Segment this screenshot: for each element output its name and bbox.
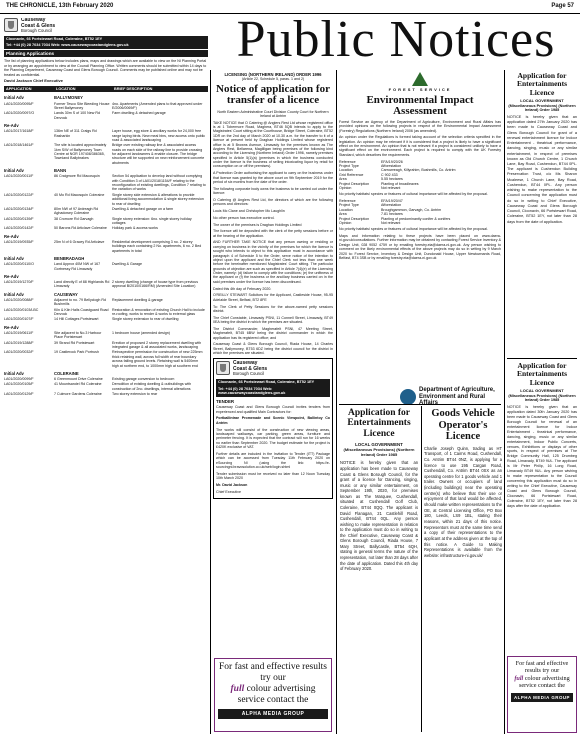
advert-line1: For fast and effective results try our xyxy=(219,662,327,683)
group-area xyxy=(54,234,208,239)
paragraph: The owner of the premises is Draghan Holdings Limited xyxy=(213,222,302,227)
detail-key: Opinion xyxy=(339,220,352,225)
group-area: BALLYMONEY xyxy=(54,95,83,101)
application-desc: Single storey extension to rear of dwelling xyxy=(112,317,179,322)
table-row xyxy=(4,174,208,192)
application-loc: 86 Craigmore Rd Macosquin xyxy=(54,174,100,179)
paragraph: A Protection Order authorising the applicant to carry on the business under that licence was granted by the above court on 9th September 2019 for the period of six months from the date of the order. xyxy=(213,171,333,184)
eia-project-2 xyxy=(339,199,501,225)
application-loc: 19 Castlerock Park Portrush xyxy=(54,350,99,355)
table-row xyxy=(4,129,208,142)
detail-value: Planting of broadleaves xyxy=(381,181,419,186)
licensing-sub: (Article 22, Schedule 5, paras. 1 and 2) xyxy=(241,77,305,82)
application-loc: 6 Greenmount Drive Coleraine xyxy=(54,377,103,382)
group-type: Initial Adv xyxy=(4,168,24,174)
detail-value: 5.55 hectares xyxy=(381,177,403,182)
page-number: Page 57 xyxy=(551,3,574,9)
application-desc: 4no. Apartments (Amended plans to that approved under E/2006/0069/F) xyxy=(112,101,203,110)
application-group xyxy=(4,234,208,253)
group-title xyxy=(4,325,208,330)
eia-intro: Forest Service an Agency of the Department of Agriculture, Environment and Rural Affairs has provided opinions on the following projects in respect of the Environmental Impact Assessment (Forestry) Regulations (Northern Ireland) 2006 (as amended). xyxy=(339,119,501,133)
tender-body xyxy=(216,428,330,481)
detail-value: Not relevant xyxy=(381,220,401,225)
application-ref: LA01/2018/1461/F xyxy=(4,143,34,148)
eia-para3: Maps and information relating to these projects have been placed on www.daera-ni.gov.uk/consultations. Further information may be obtained by contacting Forest Service Inventory & Design Unit, 028 9052 4759 or by emailing forestry.eia@daera-ni.gov.uk. Any person wishing to comment on the likely environmental effects of the above projects may do so in writing by 9 March 2020 to: Forest Service, Inventory & Design Unit, Dundonald House, Upper Newtownards Road, Belfast, BT4 3SB or by emailing forestry.eia@daera-ni.gov.uk xyxy=(339,234,501,260)
application-group xyxy=(4,95,208,120)
advert-bottom-middle xyxy=(214,658,332,732)
council-crest-icon xyxy=(4,18,18,32)
group-area xyxy=(54,325,208,330)
application-ref: LA01/2019/1270/F xyxy=(4,280,34,285)
planning-signer: David Jackson Chief Executive xyxy=(4,77,63,83)
table-row xyxy=(4,317,208,321)
group-title xyxy=(4,256,208,261)
ent-r1-lg1: LOCAL GOVERNMENT xyxy=(520,97,564,103)
group-area: BENBRADAGH xyxy=(54,256,85,262)
eia-project-1-note: No priority habitats/ species or features of cultural importance will be affected by the proposal. xyxy=(339,192,488,197)
group-title xyxy=(4,274,208,279)
application-group xyxy=(4,274,208,289)
paragraph: No other person has executive control. xyxy=(213,215,275,220)
table-row xyxy=(4,341,208,350)
table-row xyxy=(4,262,208,271)
group-type: Initial Adv xyxy=(4,291,24,297)
table-row xyxy=(4,193,208,206)
ent-r1-title: Application for Entertainments Licence xyxy=(517,72,567,97)
detail-value: C 902 433 xyxy=(381,172,398,177)
application-group xyxy=(4,168,208,231)
paragraph: The works will consist of the construction of new viewing areas, landscaped walkways, car parking, green areas, furniture and perimeter fencing. It is expected that the contract will run for 16 weeks no earlier than September 2020. The budget estimate for the project is £420K exclusive of VAT. xyxy=(216,427,330,450)
ent-mid-lg2: (Miscellaneous Provisions) (Northern Ireland) Order 1985 xyxy=(343,446,415,457)
table-row xyxy=(4,240,208,253)
licensing-title: Notice of application for transfer of a licence xyxy=(216,82,330,107)
council-crest-icon xyxy=(216,361,230,375)
eia-project-1 xyxy=(339,160,501,191)
tender-signer: Mr. David Jackson xyxy=(216,482,248,487)
group-title xyxy=(4,234,208,239)
paragraph: The Chief Constable, Limavady PSNI, 11 Connell Street, Limavady, BT49 0EA being the district in which the premises are situated. xyxy=(213,315,333,325)
application-ref: LA01/2020/0095/F xyxy=(4,101,34,106)
application-desc: Holiday park & access works xyxy=(112,226,158,231)
group-area: COLERAINE xyxy=(54,370,79,376)
ent-r2-title: Application for Entertainments Licence xyxy=(517,362,567,387)
tender-project: Portballintrae Promenade and Scenic Viewpoint, Ballintoy Co Antrim xyxy=(216,416,330,425)
goods-body: Charlie Joseph Quinn, trading as HT Transport, of 1 Cairns Road, Cushendall, Co. Antrim BT44 0NZ, is applying for a licence to use 195 Cargan Road, Cushendall, Co. Antrim BT44 0SX as an operating centre for 1 goods vehicle and 1 trailer. Owners or occupiers of land (including buildings) near the operating centre(s) who believe that their use or enjoyment of that land would be affected, should make written representations to the OE, at Central Licensing Office, PO Box 180, Leeds, LS9 1BL, stating their reasons, within 21 days of this notice. Representors must at the same time send a copy of their representations to the applicant at the address given at the top of this notice. A Guide to Making Representations is available from the website: infrastructure-ni.gov.uk/ xyxy=(424,445,502,558)
application-ref: LA01/2020/0134/F xyxy=(4,206,34,211)
group-area: CAUSEWAY xyxy=(54,291,78,297)
detail-value: Afforestation xyxy=(381,164,402,168)
licensing-head: LICENSING (NORTHERN IRELAND) ORDER 1996 xyxy=(224,72,322,77)
application-loc: 14 Hill Cottages Portstewart xyxy=(54,317,99,322)
eia-title: Environmental Impact Assessment xyxy=(366,93,474,118)
application-group xyxy=(4,292,208,322)
application-desc: Dwelling & Garage xyxy=(112,262,142,267)
detail-key: Opinion xyxy=(339,185,352,190)
application-loc: Site adjacent to No.3 Harbour Place Portstewart xyxy=(54,330,102,340)
paragraph: Tender submission must be received no later than 12 Noon Tuesday 10th March 2020 xyxy=(216,471,330,481)
application-loc: 40 Mo Rd Macosquin Coleraine xyxy=(54,192,105,197)
paragraph: AND FURTHER TAKE NOTICE that any person owning or residing or carrying on business in the vicinity of the premises for which the licence is sought who intends to object to this application must in accordance with paragraph 4 of Schedule 5 to the Order, serve notice of the intention to object upon the applicant and the Chief Clerk not less than one week before the hereinafter mentioned Magistrates' Court sitting. The particular grounds of objection are such as specified in Article 7(4)(e) of the Licensing Order, namely: (d) failure to comply with the conditions; (e) the unfitness of the applicant or (f) the business or the ancillary business carried on in the said premises under the licence has been discontinued. xyxy=(213,240,333,284)
table-row xyxy=(4,350,208,368)
tender-notice xyxy=(213,358,333,499)
paper-date: THE CHRONICLE, 13th February 2020 xyxy=(6,3,114,9)
detail-value: Carrowreagh, Killyrahim, Bushmills, Co. Antrim xyxy=(381,168,456,173)
group-type: Initial Adv xyxy=(4,370,24,376)
application-ref: LA01/2020/0032/F xyxy=(4,350,34,355)
application-desc: Dwelling & detached garage on a farm xyxy=(112,206,174,211)
group-area xyxy=(54,123,208,128)
application-ref: LA01/2019/0611/F xyxy=(4,330,34,335)
application-desc: 2 storey dwelling (change of house type from previous approval B/2010/0166/RM) (Amended Site Location) xyxy=(112,280,199,289)
eia-para2: An opinion under the Regulations is formed taking account of the selection criteria specified in the legislation. An opinion may be relevant if it is considered that a project is likely to have a significant effect on the environment. An opinion that is not relevant if a project is considered unlikely to have a significant effect on the environment. Each project is required to comply with the UK Forestry Standard, which describes the requirements. xyxy=(339,135,501,157)
application-loc: Kiln & Kiln Halls Coastguard Road Dervock xyxy=(54,307,109,317)
application-loc: The site is located approximately 1km S/W of Ballymoney Town Centre at NGR 197408/386365, Townland Ballybrakes xyxy=(54,143,107,161)
application-ref: LA01/2019/1288/F xyxy=(4,340,34,345)
ent-licence-right-1 xyxy=(507,72,577,354)
planning-intro: The list of planning applications below includes plans, maps and drawings which are available to view on the NI Planning Portal or by arranging an appointment to view at the Council Planning Office. Written comments should be submitted within 14 days to the Planning Department, Causeway Coast and Glens Borough Council. Comments may be published online and may not be treated as confidential. xyxy=(4,59,207,77)
table-row xyxy=(4,226,208,230)
project-detail-row xyxy=(339,186,501,190)
application-desc: Demolition of existing dwelling & outbuildings with construction of 2no. dwellings, internal alterations xyxy=(112,382,192,391)
application-loc: Land Approx 40M NW of 167 Gortnessy Rd Limavady xyxy=(54,262,101,271)
forest-service-word: FOREST SERVICE xyxy=(388,86,452,92)
group-area xyxy=(54,274,208,279)
application-loc: 80m NW of 97 Ardreagh Rd Aghadowey Coleraine xyxy=(54,206,99,216)
paragraph: Further details are included in the Invitation to Tender (ITT) Package which can be accessed from Tuesday 11th February 2020 on eSourcing NI (using the link: https://e-sourcingni.bravosolution.co.uk/web/login.shtml xyxy=(216,451,330,469)
application-desc: Single storey side extension & alterations to provide additional living accommodation & single storey extension to rear of dwelling xyxy=(112,192,204,206)
detail-key: Area xyxy=(339,177,347,182)
application-desc: Existing garage conversion to bedroom xyxy=(112,377,175,382)
table-row xyxy=(4,331,208,340)
tender-contact: Tel: +44 (0) 28 7034 7034 Web: www.causewaycoastandglens.gov.uk xyxy=(216,386,330,397)
application-group xyxy=(4,256,208,271)
group-title xyxy=(4,371,208,376)
tender-intro: Causeway Coast and Glens Borough Council invites tenders from experienced and qualified Main Contractors for: xyxy=(216,405,330,414)
paragraph: Dated this 4th day of February 2020. xyxy=(213,286,272,291)
application-loc: 136m NE of 311 Craigs Rd Rasharkin xyxy=(54,129,97,138)
application-ref: LA01/2017/1618/F xyxy=(4,129,34,134)
table-row xyxy=(4,392,208,396)
goods-vehicle-notice xyxy=(424,408,502,733)
application-desc: Farm dwelling & detached garage xyxy=(112,111,166,116)
council-header xyxy=(4,18,208,34)
application-desc: Retrospective permission for construction of new 225mm thick retaining wall, across full width of rear boundary across falling ground levels. Retaining wall is 5400mm high at northern end, to 1000mm high at southern end xyxy=(112,350,203,368)
table-row xyxy=(4,280,208,289)
application-ref: LA01/2020/0099/F xyxy=(4,377,34,382)
application-loc: 38 Cromore Rd Garvagh xyxy=(54,216,94,221)
masthead xyxy=(212,11,580,68)
paragraph: The following corporate body owns the business to be carried out under the licence: xyxy=(213,186,333,196)
detail-value: Planting of predominantly conifer & conifers xyxy=(381,216,451,221)
detail-key: Project Type xyxy=(339,164,359,168)
forest-service-logo xyxy=(339,72,501,93)
application-loc: 50 Barons Rd Articlave Coleraine xyxy=(54,226,107,231)
masthead-title: Public Notices xyxy=(236,11,556,68)
table-row xyxy=(4,377,208,381)
ent-r1-lg2: (Miscellaneous Provisions) (Northern Ireland) Order 1985 xyxy=(508,103,576,113)
ent-mid-lg1: LOCAL GOVERNMENT xyxy=(355,442,403,448)
advert-r-agency: ALPHA MEDIA GROUP xyxy=(511,693,573,702)
application-loc: 7 Culmore Gardens Coleraine xyxy=(54,392,102,397)
group-type: Re-Adv xyxy=(4,324,19,330)
application-ref: LA01/2020/0011/F xyxy=(4,174,34,179)
table-row xyxy=(4,102,208,111)
daera-emblem-icon xyxy=(400,389,416,405)
ent-r2-lg2: (Miscellaneous Provisions) (Northern Ireland) Order 1985 xyxy=(508,393,576,403)
application-ref: LA01/2020/0139/F xyxy=(4,216,34,221)
application-loc: Lands 30m S of 100 New Rd Dervock xyxy=(54,111,100,120)
application-loc: 25m N of 6 Gracey Rd Articlave xyxy=(54,239,105,244)
goods-title: Goods Vehicle Operator's Licence xyxy=(431,408,495,443)
application-group xyxy=(4,325,208,368)
paragraph: Causeway Coast & Glens Borough Council, Riada House, 14 Charles Street, Ballymoney, BT53 6DZ being the district council for the district in which the premises are situated. xyxy=(213,342,333,356)
section-title: Planning Applications xyxy=(4,50,208,58)
planning-table-header: APPLICATION LOCATION BRIEF DESCRIPTION xyxy=(4,86,208,93)
tree-icon xyxy=(412,72,428,86)
paragraph: To: The Clerk of Petty Sessions for the above-named petty sessions district. xyxy=(213,304,333,313)
application-ref: LA01/2019/0935/F xyxy=(4,239,34,244)
group-type: Re-Adv xyxy=(4,273,19,279)
application-ref: LA01/2020/0107/F xyxy=(4,317,34,322)
licensing-court: North Eastern Administrative Court Division County Court for Northern Ireland at Antrim xyxy=(217,109,329,118)
detail-value: Afforestation xyxy=(381,203,402,208)
advert-line2: colour advertising service contact the xyxy=(237,683,316,705)
table-row xyxy=(4,382,208,391)
tender-signer-role: Chief Executive xyxy=(216,489,241,494)
group-type: Re-Adv xyxy=(4,233,19,239)
detail-key: Area xyxy=(339,212,347,217)
planning-column xyxy=(4,18,208,733)
application-loc: Former Tesco Site Bleeding House Street Ballymoney xyxy=(54,101,110,110)
detail-key: Location xyxy=(339,207,353,212)
daera-name: Department of Agriculture, Environment and Rural xyxy=(419,387,495,400)
group-title xyxy=(4,95,208,100)
tender-label: TENDER xyxy=(216,398,235,404)
detail-key: Reference xyxy=(339,199,356,204)
detail-key: Project Description xyxy=(339,181,370,186)
detail-key: Grid Reference xyxy=(339,172,364,177)
application-ref: LA01/2020/0122/F xyxy=(4,192,34,197)
paragraph: Louis Mc Clane and Christopher Mc Laughlin xyxy=(213,209,285,214)
application-ref: LA01/2020/0105/F xyxy=(4,382,34,387)
ent-licence-right-2 xyxy=(507,362,577,652)
advert-r-line2: colour advertising service contact the xyxy=(518,674,570,690)
table-row xyxy=(4,207,208,216)
table-row xyxy=(4,308,208,317)
detail-key: Location xyxy=(339,168,353,173)
group-title xyxy=(4,123,208,128)
table-row xyxy=(4,143,208,165)
licensing-column xyxy=(213,72,333,733)
licensing-body xyxy=(213,121,333,356)
ent-mid-body: NOTICE is hereby given that an application has been made to Causeway Coast & Glens Borough Council, for the grant of a licence for Dancing, singing, music or any similar entertainment, on September 19th, 2020, for premises known as The Marquee, Cushendall, situated at Cushendall Golf Club, Coleraine, BT44 0QQ. The applicant is David Flanagan, 21 Castlehill Road, Cushendall, BT44 0QL. Any person wishing to make representation in relation to the application must do so in writing to the Chief Executive, Causeway Coast & Glens Borough Council, Riada House, 7 Mary Street, Ballycastle, BT54 6QH, stating in general terms the nature of the representation, not later than 28 days after the date of application. Dated this 4th day of February 2020. xyxy=(340,460,418,572)
council-address: Cloonavin, 66 Portstewart Road, Coleraine, BT52 1EY xyxy=(4,36,208,43)
detail-key: Project Type xyxy=(339,203,359,208)
paragraph: The licence will be deposited with the clerk of the petty sessions before or at the hearing of the application. xyxy=(213,229,333,238)
group-title xyxy=(4,168,208,173)
application-desc: Layer house, egg store & ancillary works for 24,000 free range laying birds. New meal bins, new access onto public road & associated landscaping xyxy=(112,129,206,142)
ent-r1-body: NOTICE is hereby given that an application dated 27th January 2020 has been made to Causeway Coast and Glens Borough Council for grant of a renewal entertainment licence for Indoor Entertainment - theatrical performance, dancing, singing, music or any similar entertainment, in respect of premises known as Old Church Centre, 1 Church Lane, Bay Road, Cushendun, BT44 0PL. The applicant is Cushendun Building Preservation Trust, c/o Ms Sharon Mcaleese, 1 Church Lane, Bay Road, Cushendun, BT44 0PL. Any person wishing to make representation to the Council concerning the application must do so in writing to Chief Executive, Causeway Coast and Glens Borough Council, Cloonavin, 66 Portstewart Road, Coleraine, BT52 1EY, not later than 28 days from the date of application. xyxy=(507,114,577,224)
group-type: Initial Adv xyxy=(4,95,24,101)
tender-council-header: Causeway Coast & Glens Borough Council xyxy=(216,361,330,377)
application-loc: 41 Mountsandel Rd Coleraine xyxy=(54,382,102,387)
application-desc: Single storey extension: 6no. single storey holiday cottages xyxy=(112,216,192,226)
table-row xyxy=(4,217,208,226)
paragraph: The District Commander, Magherafelt PSNI, 47 Meeting Street, Magherafelt, BT45 6BW being the district commander in which the application has its registered office; and xyxy=(213,326,333,340)
application-ref: LA01/2020/0129/F xyxy=(4,392,34,397)
application-loc: Land directly E of 88 Highlands Rd Limavady xyxy=(54,280,110,289)
application-desc: Bridge over existing railway line & associated access roads on each side of the railway line to provide crossing for adjacent landowners & enable closure. The bridge structure will be supported on new reinforcement concrete abutments xyxy=(112,143,205,165)
group-type: Initial Adv xyxy=(4,256,24,262)
paragraph: TAKE NOTICE that O Catering @ Anglers Rest Ltd whose registered office is at 1 Tobermore Road, Maghera, BT46 5QB intends to apply to the Magistrates' Court sitting at the Courthouse, Bridge Street, Coleraine, BT52 1DR on the 2nd day of March 2020 at 10.30 a.m. for the transfer to it of a licence at present held by Draghan Holdings Limited whose registered office is at 5 Browns Avenue, Limavady for the premises known as The Anglers Rest, Bellarena, Magilligan being premises of the following kind according to the Licensing (Northern Ireland) Order 1996, namely premises specified in Article 5(1)(a) (premises in which the business conducted under the licence is the business of selling intoxicating liquor by retail for consumption on or off the premises). xyxy=(213,120,333,169)
application-desc: Erection of proposed 2 storey replacement dwelling with integrated garage & all associated works, landscaping xyxy=(112,340,202,350)
application-desc: Two storey extension to rear xyxy=(112,392,158,397)
detail-value: EFA/19/20/26 xyxy=(381,159,403,164)
application-group xyxy=(4,371,208,397)
ent-licence-mid xyxy=(340,408,418,733)
application-loc: Adjacent to no. 79 Bellyclogh Rd Bushmills xyxy=(54,297,106,307)
ent-r2-body: NOTICE is hereby given that an application dated 30th January 2020 has been made to Causeway Coast and Glens Borough Council for renewal of an entertainment licence for Indoor Entertainment - theatrical performance, dancing, singing, music or any similar entertainment, Indoor Public Concerts, venues, Exhibitions or displays of other sports, in respect of premises at The Bridge Community Hall, 125 Drumbeg Road, Limavady, BT49 9UL. The applicant is Mr Peter Philip, 16 Long Road, Limavady BT49 9UL. Any person wishing to make representation to the Council concerning this application must do so in writing to the Chief Executive, Causeway Coast and Glens Borough Council, Cloonavin, 66 Portstewart Road, Coleraine, BT52 1EY, not later than 28 days after the date of application. xyxy=(507,404,577,508)
planning-table xyxy=(4,95,208,396)
application-loc: 39 Strand Rd Portstewart xyxy=(54,340,95,345)
application-ref: LA01/2020/0142/F xyxy=(4,226,34,231)
application-desc: Section 54 application to develop land without complying with Condition 3 of LA01/2018/1154/F relating to the reconfiguration of existing dwellings, Condition 7 relating to the variation of works xyxy=(112,174,206,192)
paragraph: O'REILLY STEWART Solicitors for the Applicant, Castleside House, 95-95 Adelaide Street, Belfast, BT2 8FE xyxy=(213,293,333,302)
detail-key: Project Description xyxy=(339,216,370,221)
application-ref: LA01/2020/0097/O xyxy=(4,111,35,116)
detail-value: 7.81 hectares xyxy=(381,212,403,217)
project-detail-row xyxy=(339,221,501,225)
ent-mid-title: Application for Entertainments Licence xyxy=(347,408,411,439)
table-row xyxy=(4,111,208,120)
application-group xyxy=(4,123,208,165)
detail-value: EFA/19/20/47 xyxy=(381,199,403,204)
advert-r-full: full xyxy=(514,674,524,682)
advert-agency: ALPHA MEDIA GROUP xyxy=(218,709,328,719)
ent-r2-lg1: LOCAL GOVERNMENT xyxy=(520,387,564,393)
council-contact: Tel: +44 (0) 28 7034 7034 Web: www.causewaycoastandglens.gov.uk xyxy=(4,42,208,49)
advert-r-line1: For fast and effective results try our xyxy=(515,660,569,675)
paragraph: O Catering @ Anglers Rest Ltd, the directors of which are the following persons and directors: xyxy=(213,197,333,207)
group-title xyxy=(4,292,208,297)
detail-key: Reference xyxy=(339,159,356,164)
application-ref: LA01/2020/0088/F xyxy=(4,297,34,302)
application-desc: Residential development comprising 3 no. 2 storey buildings each containing 2 No. apartments, 6 no. 2 Bed apartments in total xyxy=(112,239,202,253)
group-type: Re-Adv xyxy=(4,123,19,129)
tender-address: Cloonavin, 66 Portstewart Road, Coleraine, BT52 1EY xyxy=(216,379,330,386)
application-desc: Restoration & renovation of existing Church Hall to include re-roofing, works to render & works to external glass xyxy=(112,307,205,317)
group-area: BANN xyxy=(54,168,67,174)
application-ref: LA01/2020/0103/LBC xyxy=(4,307,39,312)
advert-full: full xyxy=(230,683,245,694)
detail-value: Not relevant xyxy=(381,185,401,190)
council-name: Causeway Coast & Glens Borough Council xyxy=(21,18,56,33)
detail-value: Broughgammon, Garvagh, Co. Antrim xyxy=(381,207,442,212)
table-row xyxy=(4,298,208,307)
advert-bottom-right xyxy=(507,656,577,733)
application-ref: LA01/2020/0110/O xyxy=(4,262,34,267)
forestry-column xyxy=(339,72,501,380)
application-desc: Replacement dwelling & garage xyxy=(112,297,163,302)
eia-project-2-note: No priority habitats/ species or features of cultural importance will be affected by the proposal. xyxy=(339,227,488,232)
application-desc: 1 bedroom house (amended design) xyxy=(112,330,170,335)
